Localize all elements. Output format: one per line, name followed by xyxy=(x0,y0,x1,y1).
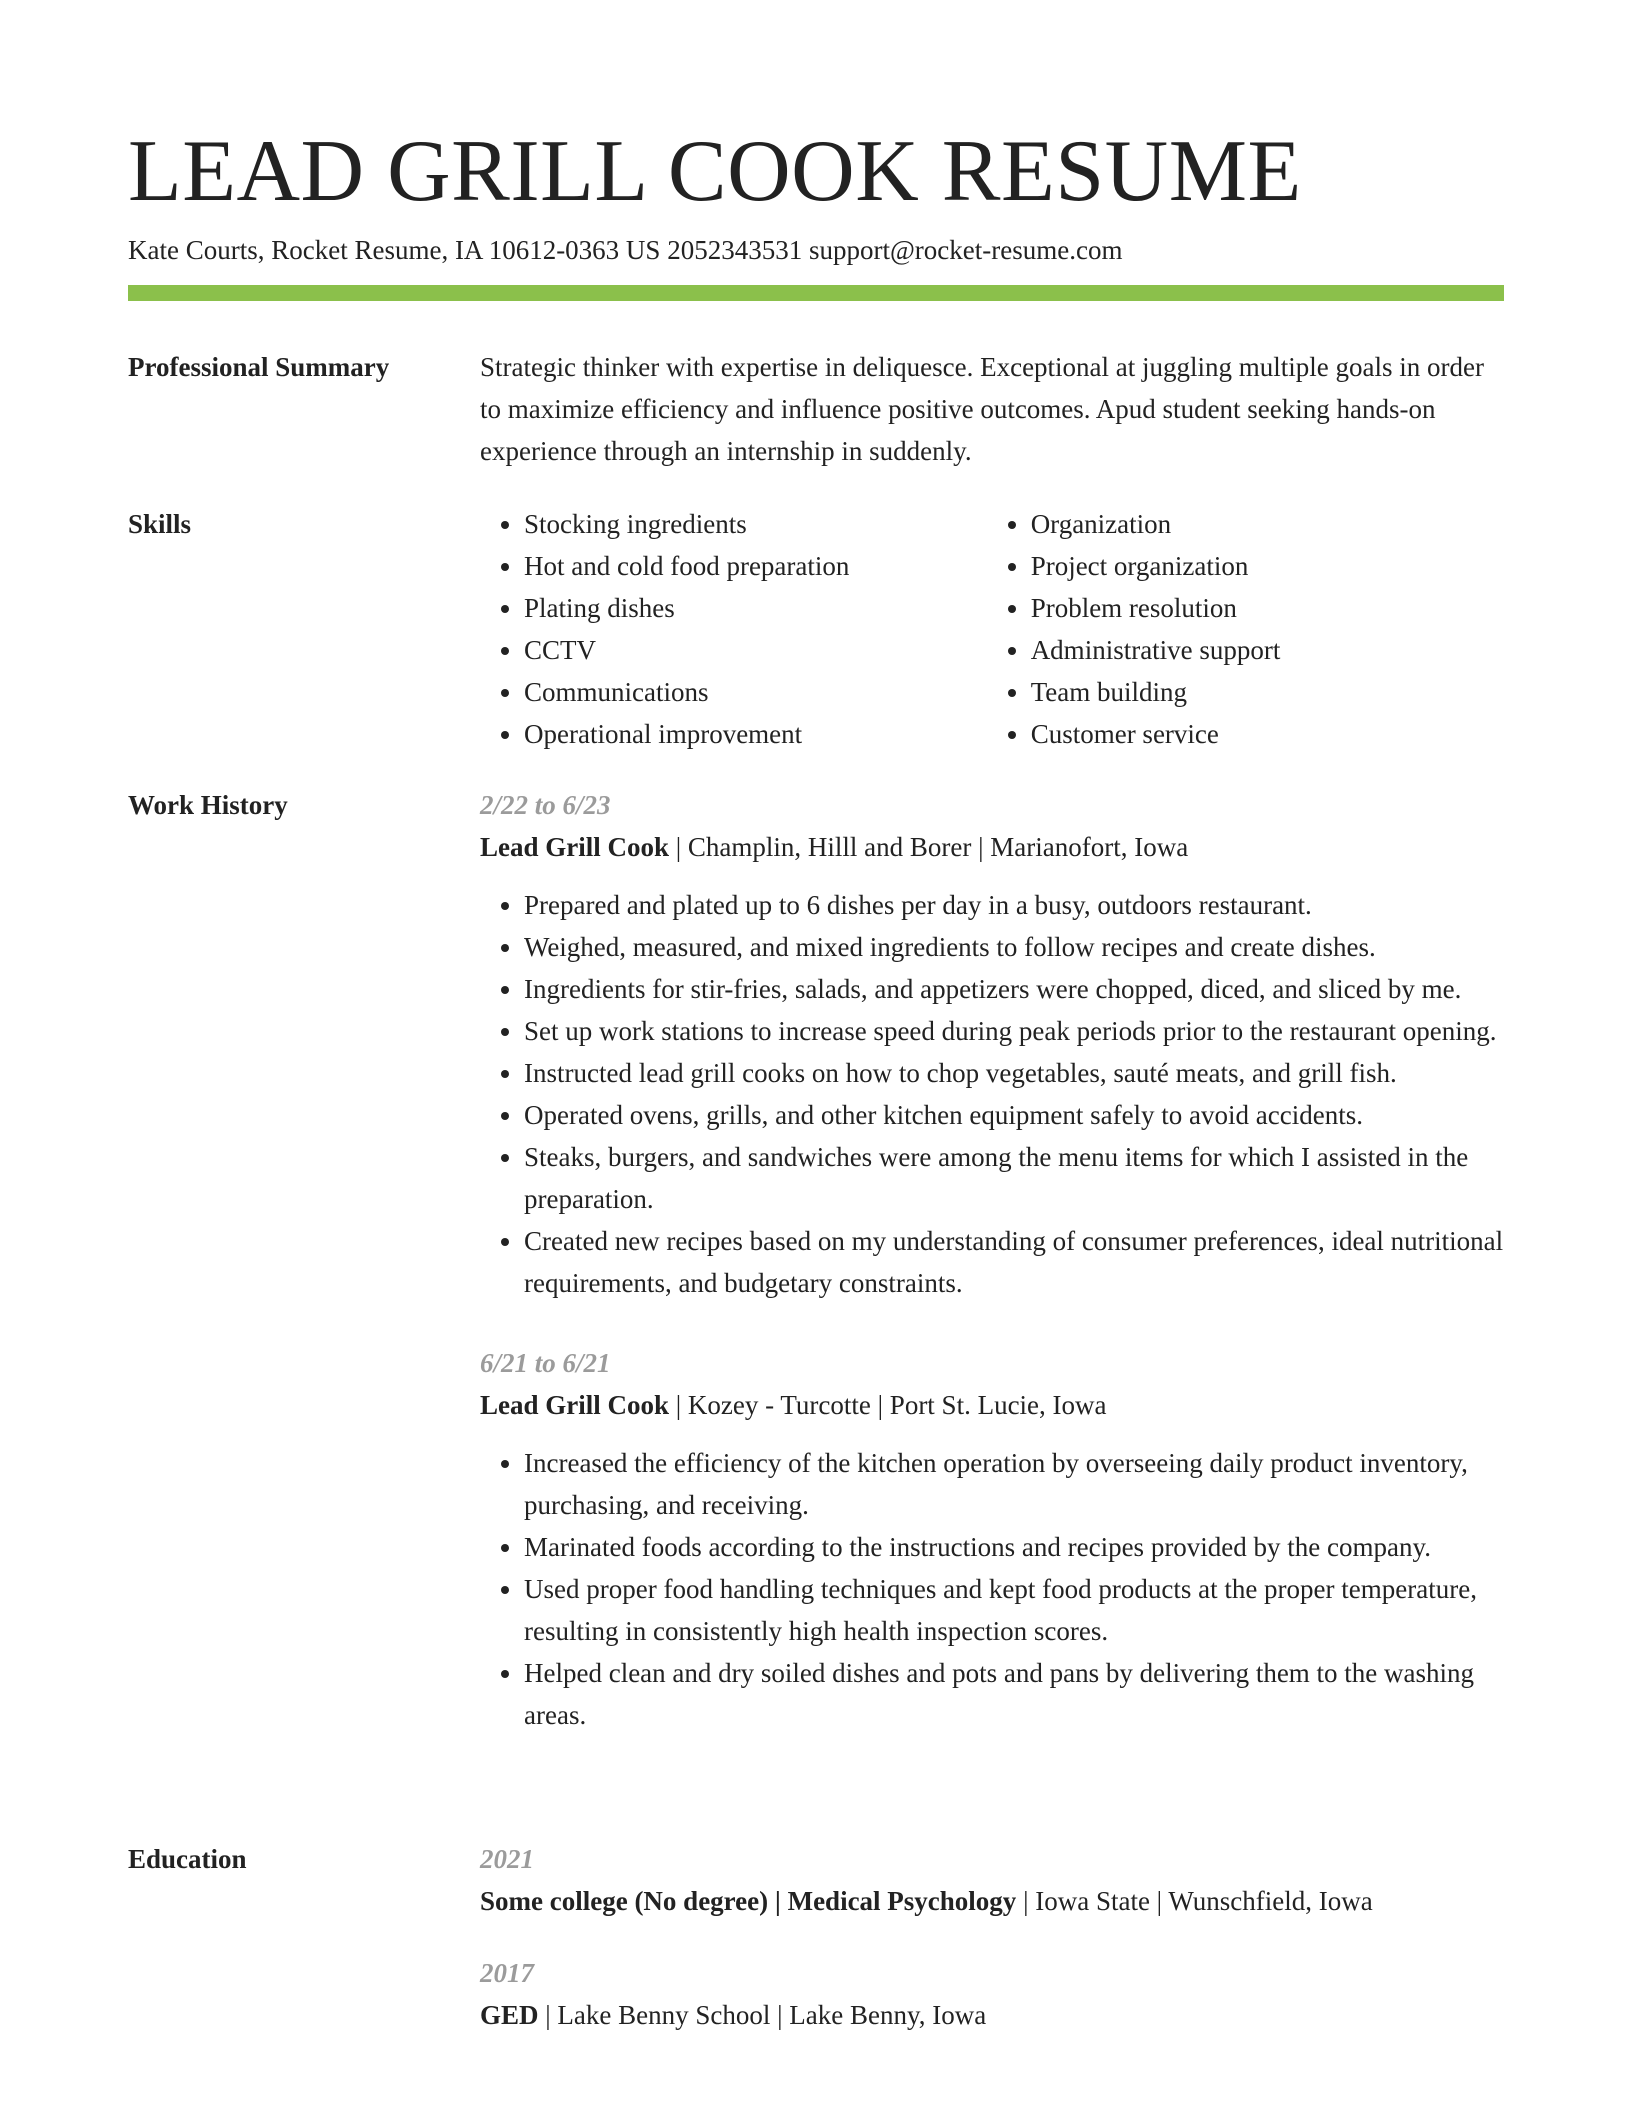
education-year: 2021 xyxy=(480,1844,534,1874)
job-dates: 2/22 to 6/23 xyxy=(480,790,611,820)
education-content xyxy=(480,1838,1504,2036)
job-bullet: • Increased the efficiency of the kitchen operation by overseeing daily product inventory, purchasing, and receiving. xyxy=(524,1442,1504,1526)
education-heading xyxy=(480,1880,1504,1922)
skill-item: • Team building xyxy=(1031,671,1504,713)
skill-item: • Problem resolution xyxy=(1031,587,1504,629)
education-entry xyxy=(480,1838,1504,1922)
skill-item: • Project organization xyxy=(1031,545,1504,587)
job-entry xyxy=(480,1342,1504,1736)
job-details: | Champlin, Hilll and Borer | Marianofort, Iowa xyxy=(669,832,1189,862)
summary-text: Strategic thinker with expertise in deliquesce. Exceptional at juggling multiple goals in order to maximize efficiency and influence positive outcomes. Apud student seeking hands-on experience through an internship in suddenly. xyxy=(480,352,1484,466)
job-heading xyxy=(480,826,1504,868)
section-label-work: Work History xyxy=(128,790,288,820)
job-bullets xyxy=(480,884,1504,1304)
job-bullet: • Instructed lead grill cooks on how to chop vegetables, sauté meats, and grill fish. xyxy=(524,1052,1504,1094)
education-entry xyxy=(480,1952,1504,2036)
job-heading xyxy=(480,1384,1504,1426)
section-label-skills: Skills xyxy=(128,509,192,539)
job-title: Lead Grill Cook xyxy=(480,1390,670,1420)
education-details: | Iowa State | Wunschfield, Iowa xyxy=(1016,1886,1373,1916)
job-dates: 6/21 to 6/21 xyxy=(480,1348,611,1378)
job-bullet: • Helped clean and dry soiled dishes and pots and pans by delivering them to the washing areas. xyxy=(524,1652,1504,1736)
skill-item: • Operational improvement xyxy=(524,713,943,755)
section-label-education: Education xyxy=(128,1844,247,1874)
skill-item: • Communications xyxy=(524,671,943,713)
work-content xyxy=(480,784,1504,1736)
job-details: | Kozey - Turcotte | Port St. Lucie, Iowa xyxy=(669,1390,1107,1420)
skill-item: • Stocking ingredients xyxy=(524,503,943,545)
education-degree: GED xyxy=(480,2000,539,2030)
job-bullet: • Operated ovens, grills, and other kitchen equipment safely to avoid accidents. xyxy=(524,1094,1504,1136)
skill-item: • Administrative support xyxy=(1031,629,1504,671)
skills-list-right xyxy=(987,503,1504,755)
job-bullet: • Created new recipes based on my understanding of consumer preferences, ideal nutritional requirements, and budgetary constraints. xyxy=(524,1220,1504,1304)
summary-content xyxy=(480,346,1504,472)
job-bullet: • Prepared and plated up to 6 dishes per day in a busy, outdoors restaurant. xyxy=(524,884,1504,926)
skill-item: • Hot and cold food preparation xyxy=(524,545,943,587)
skill-item: • Plating dishes xyxy=(524,587,943,629)
job-bullets xyxy=(480,1442,1504,1736)
header-divider xyxy=(128,285,1504,301)
section-label-summary: Professional Summary xyxy=(128,352,390,382)
contact-line: Kate Courts, Rocket Resume, IA 10612-0363 US 2052343531 support@rocket-resume.com xyxy=(128,235,1123,265)
skill-item: • CCTV xyxy=(524,629,943,671)
skills-content xyxy=(480,503,1504,755)
job-bullet: • Steaks, burgers, and sandwiches were among the menu items for which I assisted in the preparation. xyxy=(524,1136,1504,1220)
job-bullet: • Marinated foods according to the instructions and recipes provided by the company. xyxy=(524,1526,1504,1568)
job-bullet: • Set up work stations to increase speed during peak periods prior to the restaurant opening. xyxy=(524,1010,1504,1052)
job-bullet: • Ingredients for stir-fries, salads, and appetizers were chopped, diced, and sliced by me. xyxy=(524,968,1504,1010)
education-year: 2017 xyxy=(480,1958,534,1988)
job-bullet: • Weighed, measured, and mixed ingredients to follow recipes and create dishes. xyxy=(524,926,1504,968)
education-details: | Lake Benny School | Lake Benny, Iowa xyxy=(538,2000,987,2030)
skill-item: • Organization xyxy=(1031,503,1504,545)
skills-list-left xyxy=(480,503,943,755)
job-title: Lead Grill Cook xyxy=(480,832,670,862)
job-bullet: • Used proper food handling techniques and kept food products at the proper temperature, resulting in consistently high health inspection scores. xyxy=(524,1568,1504,1652)
skill-item: • Customer service xyxy=(1031,713,1504,755)
education-degree: Some college (No degree) | Medical Psychology xyxy=(480,1886,1017,1916)
page-title: LEAD GRILL COOK RESUME xyxy=(128,123,1302,220)
job-entry xyxy=(480,784,1504,1304)
education-heading xyxy=(480,1994,1504,2036)
